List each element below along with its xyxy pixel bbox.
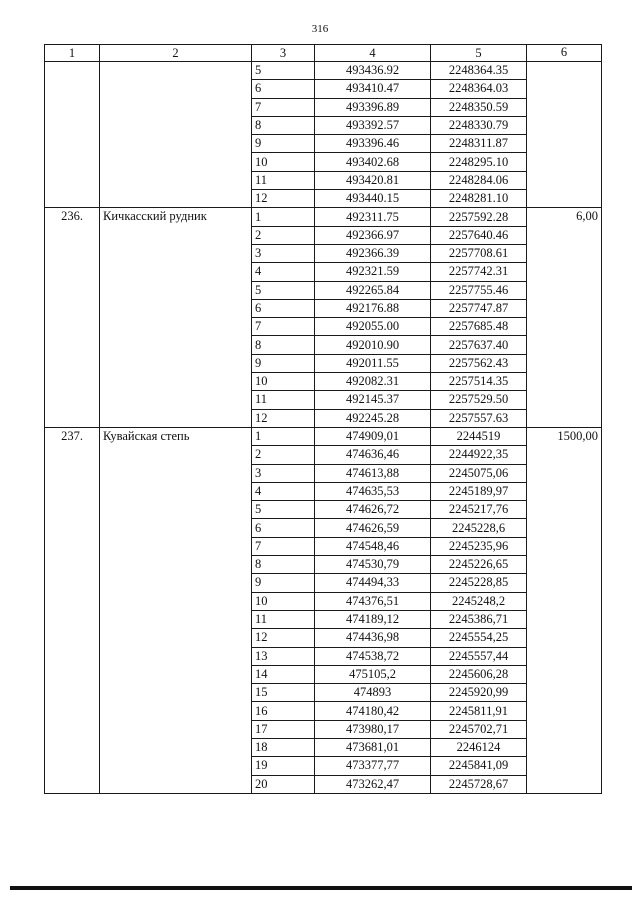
coord-y: 2248281.10 [431, 190, 527, 208]
point-number: 9 [252, 135, 315, 153]
coord-y: 2245557,44 [431, 647, 527, 665]
coord-x: 475105,2 [315, 665, 431, 683]
coord-y: 2245554,25 [431, 629, 527, 647]
coord-x: 493402.68 [315, 153, 431, 171]
coord-x: 492082.31 [315, 373, 431, 391]
point-number: 12 [252, 190, 315, 208]
section-number [45, 62, 100, 208]
table-row [45, 208, 602, 226]
coord-x: 492321.59 [315, 263, 431, 281]
table-header-row [45, 45, 602, 62]
coord-y: 2248364.03 [431, 80, 527, 98]
coord-x: 492055.00 [315, 318, 431, 336]
point-number: 8 [252, 556, 315, 574]
section-area: 1500,00 [527, 427, 602, 793]
coord-y: 2248284.06 [431, 171, 527, 189]
coord-x: 492010.90 [315, 336, 431, 354]
point-number: 15 [252, 684, 315, 702]
point-number: 6 [252, 80, 315, 98]
coord-y: 2245248,2 [431, 592, 527, 610]
point-number: 2 [252, 446, 315, 464]
coord-y: 2245075,06 [431, 464, 527, 482]
point-number: 5 [252, 281, 315, 299]
point-number: 1 [252, 208, 315, 226]
point-number: 12 [252, 409, 315, 427]
point-number: 8 [252, 116, 315, 134]
coord-x: 473377,77 [315, 757, 431, 775]
point-number: 10 [252, 373, 315, 391]
point-number: 7 [252, 537, 315, 555]
coord-y: 2245606,28 [431, 665, 527, 683]
section-name: Кичкасский рудник [100, 208, 252, 428]
coord-y: 2245228,85 [431, 574, 527, 592]
point-number: 20 [252, 775, 315, 793]
coord-y: 2257755.46 [431, 281, 527, 299]
coord-y: 2245386,71 [431, 610, 527, 628]
point-number: 1 [252, 427, 315, 445]
coord-x: 493392.57 [315, 116, 431, 134]
coord-x: 474626,72 [315, 501, 431, 519]
coord-y: 2248364.35 [431, 62, 527, 80]
coord-x: 474436,98 [315, 629, 431, 647]
coord-x: 493436.92 [315, 62, 431, 80]
coord-y: 2257637.40 [431, 336, 527, 354]
coord-x: 492265.84 [315, 281, 431, 299]
section-area: 6,00 [527, 208, 602, 428]
point-number: 12 [252, 629, 315, 647]
point-number: 8 [252, 336, 315, 354]
point-number: 11 [252, 610, 315, 628]
coord-x: 492011.55 [315, 354, 431, 372]
section-number: 236. [45, 208, 100, 428]
table-row [45, 427, 602, 445]
coord-y: 2257640.46 [431, 226, 527, 244]
coord-y: 2257708.61 [431, 244, 527, 262]
coord-y: 2245811,91 [431, 702, 527, 720]
section-name [100, 62, 252, 208]
point-number: 9 [252, 354, 315, 372]
coord-y: 2245841,09 [431, 757, 527, 775]
point-number: 17 [252, 720, 315, 738]
table-row [45, 62, 602, 80]
coord-x: 492366.39 [315, 244, 431, 262]
coord-x: 474636,46 [315, 446, 431, 464]
point-number: 11 [252, 171, 315, 189]
coord-x: 474189,12 [315, 610, 431, 628]
coord-x: 493440.15 [315, 190, 431, 208]
point-number: 18 [252, 738, 315, 756]
coord-y: 2245217,76 [431, 501, 527, 519]
coord-x: 474494,33 [315, 574, 431, 592]
header-cell: 2 [100, 45, 252, 62]
coord-x: 474548,46 [315, 537, 431, 555]
coord-y: 2257529.50 [431, 391, 527, 409]
section-area [527, 62, 602, 208]
coord-x: 493396.46 [315, 135, 431, 153]
point-number: 14 [252, 665, 315, 683]
coord-x: 474626,59 [315, 519, 431, 537]
coord-x: 474530,79 [315, 556, 431, 574]
header-cell: 4 [315, 45, 431, 62]
point-number: 6 [252, 299, 315, 317]
coord-x: 473681,01 [315, 738, 431, 756]
coord-y: 2257747.87 [431, 299, 527, 317]
footer-rule [10, 886, 632, 890]
point-number: 10 [252, 153, 315, 171]
point-number: 2 [252, 226, 315, 244]
coord-x: 474538,72 [315, 647, 431, 665]
coord-x: 474909,01 [315, 427, 431, 445]
coordinates-table [44, 44, 602, 794]
coord-x: 474376,51 [315, 592, 431, 610]
point-number: 10 [252, 592, 315, 610]
coord-x: 492366.97 [315, 226, 431, 244]
coord-x: 473980,17 [315, 720, 431, 738]
header-cell: 3 [252, 45, 315, 62]
point-number: 6 [252, 519, 315, 537]
coord-x: 474893 [315, 684, 431, 702]
header-cell: 5 [431, 45, 527, 62]
coord-y: 2245226,65 [431, 556, 527, 574]
coord-y: 2248330.79 [431, 116, 527, 134]
section-number: 237. [45, 427, 100, 793]
coord-y: 2257562.43 [431, 354, 527, 372]
coord-x: 493420.81 [315, 171, 431, 189]
coord-y: 2257514.35 [431, 373, 527, 391]
page-number: 316 [311, 23, 329, 35]
point-number: 16 [252, 702, 315, 720]
coord-y: 2257592.28 [431, 208, 527, 226]
coord-x: 493410.47 [315, 80, 431, 98]
coord-x: 473262,47 [315, 775, 431, 793]
coord-y: 2248311.87 [431, 135, 527, 153]
coord-y: 2248295.10 [431, 153, 527, 171]
header-cell: 6 [527, 45, 602, 62]
coord-x: 493396.89 [315, 98, 431, 116]
coord-y: 2245228,6 [431, 519, 527, 537]
point-number: 3 [252, 244, 315, 262]
point-number: 4 [252, 263, 315, 281]
coord-x: 492176.88 [315, 299, 431, 317]
coord-x: 492311.75 [315, 208, 431, 226]
point-number: 3 [252, 464, 315, 482]
coord-y: 2246124 [431, 738, 527, 756]
coord-y: 2245235,96 [431, 537, 527, 555]
section-name: Кувайская степь [100, 427, 252, 793]
coord-y: 2257742.31 [431, 263, 527, 281]
coord-y: 2244519 [431, 427, 527, 445]
coord-y: 2245189,97 [431, 482, 527, 500]
coord-x: 474180,42 [315, 702, 431, 720]
point-number: 7 [252, 98, 315, 116]
coord-y: 2245920,99 [431, 684, 527, 702]
coord-x: 492245.28 [315, 409, 431, 427]
coord-y: 2248350.59 [431, 98, 527, 116]
coord-x: 474613,88 [315, 464, 431, 482]
point-number: 9 [252, 574, 315, 592]
point-number: 5 [252, 501, 315, 519]
point-number: 11 [252, 391, 315, 409]
coord-y: 2245728,67 [431, 775, 527, 793]
point-number: 5 [252, 62, 315, 80]
coord-x: 474635,53 [315, 482, 431, 500]
coord-y: 2257557.63 [431, 409, 527, 427]
header-cell: 1 [45, 45, 100, 62]
point-number: 4 [252, 482, 315, 500]
point-number: 19 [252, 757, 315, 775]
coord-y: 2244922,35 [431, 446, 527, 464]
coord-y: 2245702,71 [431, 720, 527, 738]
coord-x: 492145.37 [315, 391, 431, 409]
coord-y: 2257685.48 [431, 318, 527, 336]
point-number: 13 [252, 647, 315, 665]
point-number: 7 [252, 318, 315, 336]
